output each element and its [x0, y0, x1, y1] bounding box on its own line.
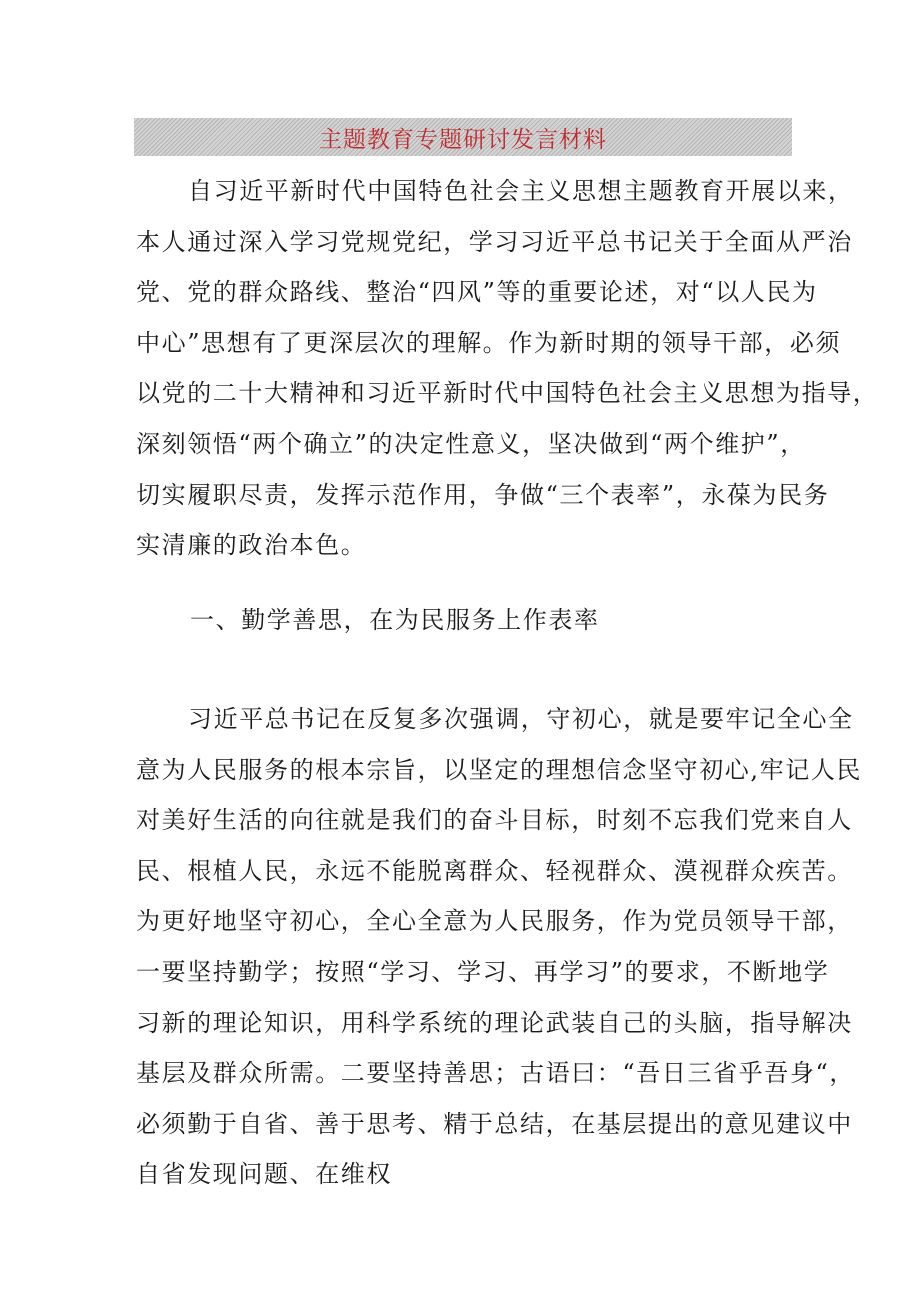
- section-line: 习近平总书记在反复多次强调，守初心，就是要牢记全心全: [188, 705, 854, 733]
- section-line: 自省发现问题、在维权: [136, 1160, 392, 1189]
- intro-line: 深刻领悟“两个确立”的决定性意义，坚决做到“两个维护”，: [136, 429, 806, 458]
- intro-line: 以党的二十大精神和习近平新时代中国特色社会主义思想为指导，: [136, 379, 879, 408]
- intro-line: 本人通过深入学习党规党纪，学习习近平总书记关于全面从严治: [136, 227, 853, 256]
- section-line: 必须勤于自省、善于思考、精于总结，在基层提出的意见建议中: [136, 1109, 853, 1138]
- section-paragraph: [136, 694, 863, 1200]
- intro-paragraph: [136, 166, 879, 571]
- section-line: 为更好地坚守初心，全心全意为人民服务，作为党员领导干部，: [136, 907, 853, 936]
- intro-line: 实清廉的政治本色。: [136, 531, 367, 560]
- section-line: 一要坚持勤学；按照“学习、学习、再学习”的要求，不断地学: [136, 957, 830, 986]
- section-line: 意为人民服务的根本宗旨，以坚定的理想信念坚守初心,牢记人民: [136, 755, 863, 784]
- document-title: 主题教育专题研讨发言材料: [319, 126, 607, 153]
- intro-line: 切实履职尽责，发挥示范作用，争做“三个表率”，永葆为民务: [136, 480, 830, 509]
- title-banner: [134, 118, 792, 156]
- section-heading: 一、勤学善思，在为民服务上作表率: [190, 606, 600, 634]
- section-line: 民、根植人民，永远不能脱离群众、轻视群众、漠视群众疾苦。: [136, 856, 853, 885]
- intro-line: 中心”思想有了更深层次的理解。作为新时期的领导干部，必须: [136, 328, 842, 357]
- intro-line: 党、党的群众路线、整治“四风”等的重要论述，对“以人民为: [136, 278, 818, 307]
- section-line: 基层及群众所需。二要坚持善思；古语曰：“吾日三省乎吾身“，: [136, 1059, 855, 1088]
- section-line: 习新的理论知识，用科学系统的理论武装自己的头脑，指导解决: [136, 1008, 853, 1037]
- section-line: 对美好生活的向往就是我们的奋斗目标，时刻不忘我们党来自人: [136, 806, 853, 835]
- intro-line: 自习近平新时代中国特色社会主义思想主题教育开展以来，: [188, 177, 854, 205]
